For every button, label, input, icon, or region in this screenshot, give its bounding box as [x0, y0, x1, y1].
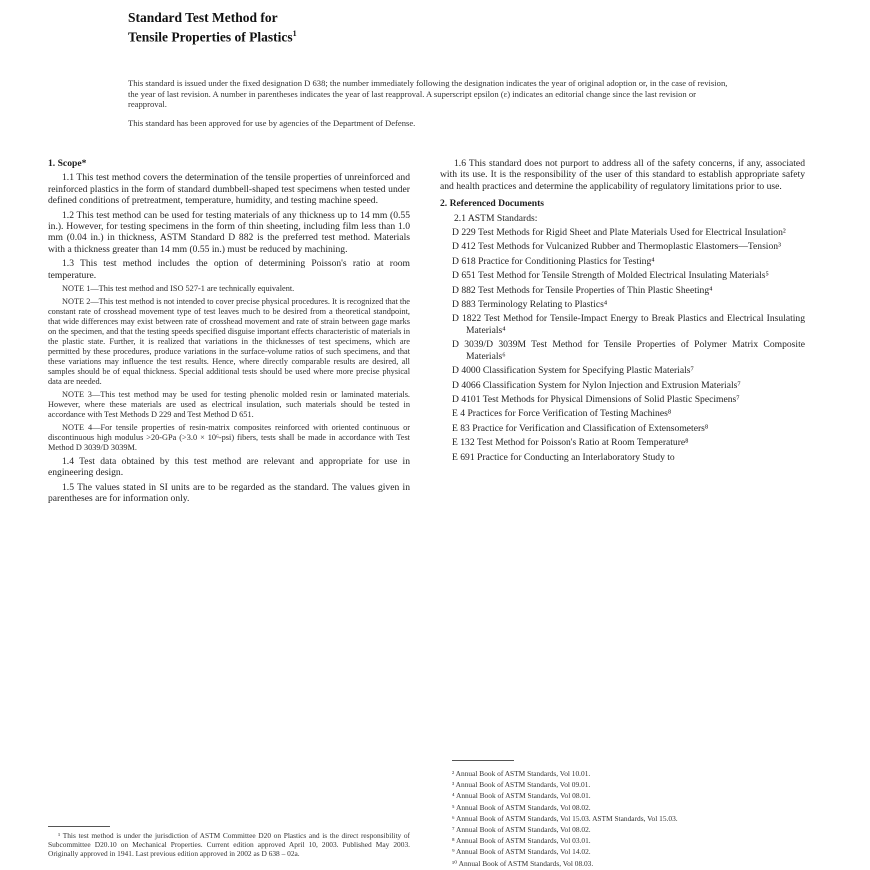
paragraph-2-1: 2.1 ASTM Standards:	[454, 212, 538, 224]
right-footnotes	[452, 768, 792, 869]
reference-list	[440, 227, 805, 463]
right-footnote-rule	[452, 760, 514, 761]
footnote-item: ³ Annual Book of ASTM Standards, Vol 09.01.	[452, 780, 591, 790]
footnote-item: ⁹ Annual Book of ASTM Standards, Vol 14.02.	[452, 847, 591, 857]
reference-item: D 4101 Test Methods for Physical Dimensions of Solid Plastic Specimens⁷	[452, 393, 740, 405]
footnote-item: ⁷ Annual Book of ASTM Standards, Vol 08.02.	[452, 825, 591, 835]
right-column	[440, 158, 805, 466]
paragraph-1-4: 1.4 Test data obtained by this test method are relevant and appropriate for use in engineering design.	[48, 456, 410, 479]
reference-item: D 883 Terminology Relating to Plastics⁴	[452, 299, 608, 311]
title-line-1: Standard Test Method for	[128, 10, 278, 25]
reference-item: D 4000 Classification System for Specifying Plastic Materials⁷	[452, 365, 694, 377]
footnote-item: ⁶ Annual Book of ASTM Standards, Vol 15.03. ASTM Standards, Vol 15.03.	[452, 813, 678, 823]
title-footnote-marker: 1	[292, 29, 297, 38]
footnote-item: ² Annual Book of ASTM Standards, Vol 10.01.	[452, 769, 591, 778]
reference-item: D 3039/D 3039M Test Method for Tensile Properties of Polymer Matrix Composite Materials⁶	[452, 339, 805, 362]
reference-item: E 691 Practice for Conducting an Interlaboratory Study to	[452, 451, 675, 463]
reference-item: E 4 Practices for Force Verification of Testing Machines⁸	[452, 408, 672, 420]
reference-item: D 4066 Classification System for Nylon Injection and Extrusion Materials⁷	[452, 379, 741, 391]
section-heading-referenced-documents: 2. Referenced Documents	[440, 198, 544, 210]
left-footnote-rule	[48, 826, 110, 827]
footnote-item: ⁵ Annual Book of ASTM Standards, Vol 08.02.	[452, 802, 591, 812]
note-4: NOTE 4—For tensile properties of resin-matrix composites reinforced with oriented continuous or discontinuous high modulus >20-GPa (>3.0 × 10⁶-psi) fibers, tests shall be made in accordance with Test Method D 3039/D 3039M.	[48, 423, 410, 453]
title-line-2	[128, 26, 548, 46]
reference-item: D 651 Test Method for Tensile Strength of Molded Electrical Insulating Materials⁵	[452, 270, 769, 282]
document-preamble	[128, 78, 728, 136]
left-footnotes	[48, 832, 410, 858]
reference-item: D 1822 Test Method for Tensile-Impact Energy to Break Plastics and Electrical Insulating Materials⁴	[452, 313, 805, 336]
reference-item: E 83 Practice for Verification and Classification of Extensometers⁸	[452, 422, 709, 434]
footnote-item: ⁴ Annual Book of ASTM Standards, Vol 08.01.	[452, 791, 591, 801]
dod-approval-note: This standard has been approved for use by agencies of the Department of Defense.	[128, 117, 416, 128]
reference-item: D 412 Test Methods for Vulcanized Rubber and Thermoplastic Elastomers—Tension³	[452, 241, 781, 253]
reference-item: D 618 Practice for Conditioning Plastics for Testing⁴	[452, 255, 655, 267]
note-1: NOTE 1—This test method and ISO 527-1 are technically equivalent.	[62, 284, 295, 294]
paragraph-1-3: 1.3 This test method includes the option of determining Poisson's ratio at room temperature.	[48, 258, 410, 281]
reference-item: D 229 Test Methods for Rigid Sheet and Plate Materials Used for Electrical Insulation²	[452, 227, 786, 239]
paragraph-1-1: 1.1 This test method covers the determination of the tensile properties of unreinforced and reinforced plastics in the form of standard dumbbell-shaped test specimens when tested under defined conditions of pretreatment, temperature, humidity, and testing machine speed.	[48, 172, 410, 207]
document-title	[128, 10, 548, 46]
footnote-1: ¹ This test method is under the jurisdiction of ASTM Committee D20 on Plastics and is the direct responsibility of Subcommittee D20.10 on Mechanical Properties. Current edition approved April 10, 2003. Published May 2003. Originally approved in 1941. Last previous edition approved in 2002 as D 638 – 02a.	[48, 831, 410, 858]
note-2: NOTE 2—This test method is not intended to cover precise physical procedures. It is recognized that the constant rate of crosshead movement type of test leaves much to be desired from a theoretical standpoint, that wide differences may exist between rate of crosshead movement and rate of strain between gage marks on the specimen, and that the testing speeds specified disguise important effects characteristic of materials in the plastic state. Further, it is realized that variations in the thicknesses of test specimens, which are permitted by these procedures, produce variations in the surface-volume ratios of such specimens, and that these variations may influence the test results. Hence, where directly comparable results are desired, all samples should be of equal thickness. Special additional tests should be used where more precise physical data are needed.	[48, 297, 410, 387]
paragraph-1-6: 1.6 This standard does not purport to address all of the safety concerns, if any, associated with its use. It is the responsibility of the user of this standard to establish appropriate safety and health practices and determine the applicability of regulatory limitations prior to use.	[440, 158, 805, 192]
reference-item: E 132 Test Method for Poisson's Ratio at Room Temperature⁸	[452, 437, 689, 449]
footnote-item: ¹⁰ Annual Book of ASTM Standards, Vol 08.03.	[452, 858, 594, 868]
title-line-2-text: Tensile Properties of Plastics	[128, 29, 293, 45]
footnote-item: ⁸ Annual Book of ASTM Standards, Vol 03.01.	[452, 836, 591, 846]
paragraph-1-2: 1.2 This test method can be used for testing materials of any thickness up to 14 mm (0.55 in.). However, for testing specimens in the form of thin sheeting, including film less than 1.0 mm (0.04 in.) in thickness, ASTM Standard D 882 is the preferred test method. Materials with a thickness greater than 14 mm (0.55 in.) must be reduced by machining.	[48, 209, 410, 255]
paragraph-1-5: 1.5 The values stated in SI units are to be regarded as the standard. The values given in parentheses are for information only.	[48, 481, 410, 505]
designation-note: This standard is issued under the fixed designation D 638; the number immediately following the designation indicates the year of original adoption or, in the case of revision, the year of last revision. A number in parentheses indicates the year of last reapproval. A superscript epsilon (ε) indicates an editorial change since the last revision or reapproval.	[128, 78, 728, 109]
section-heading-scope: 1. Scope*	[48, 158, 87, 169]
left-column	[48, 158, 410, 508]
reference-item: D 882 Test Methods for Tensile Properties of Thin Plastic Sheeting⁴	[452, 284, 713, 296]
note-3: NOTE 3—This test method may be used for testing phenolic molded resin or laminated materials. However, where these materials are used as electrical insulation, such materials should be tested in accordance with Test Methods D 229 and Test Method D 651.	[48, 390, 410, 420]
